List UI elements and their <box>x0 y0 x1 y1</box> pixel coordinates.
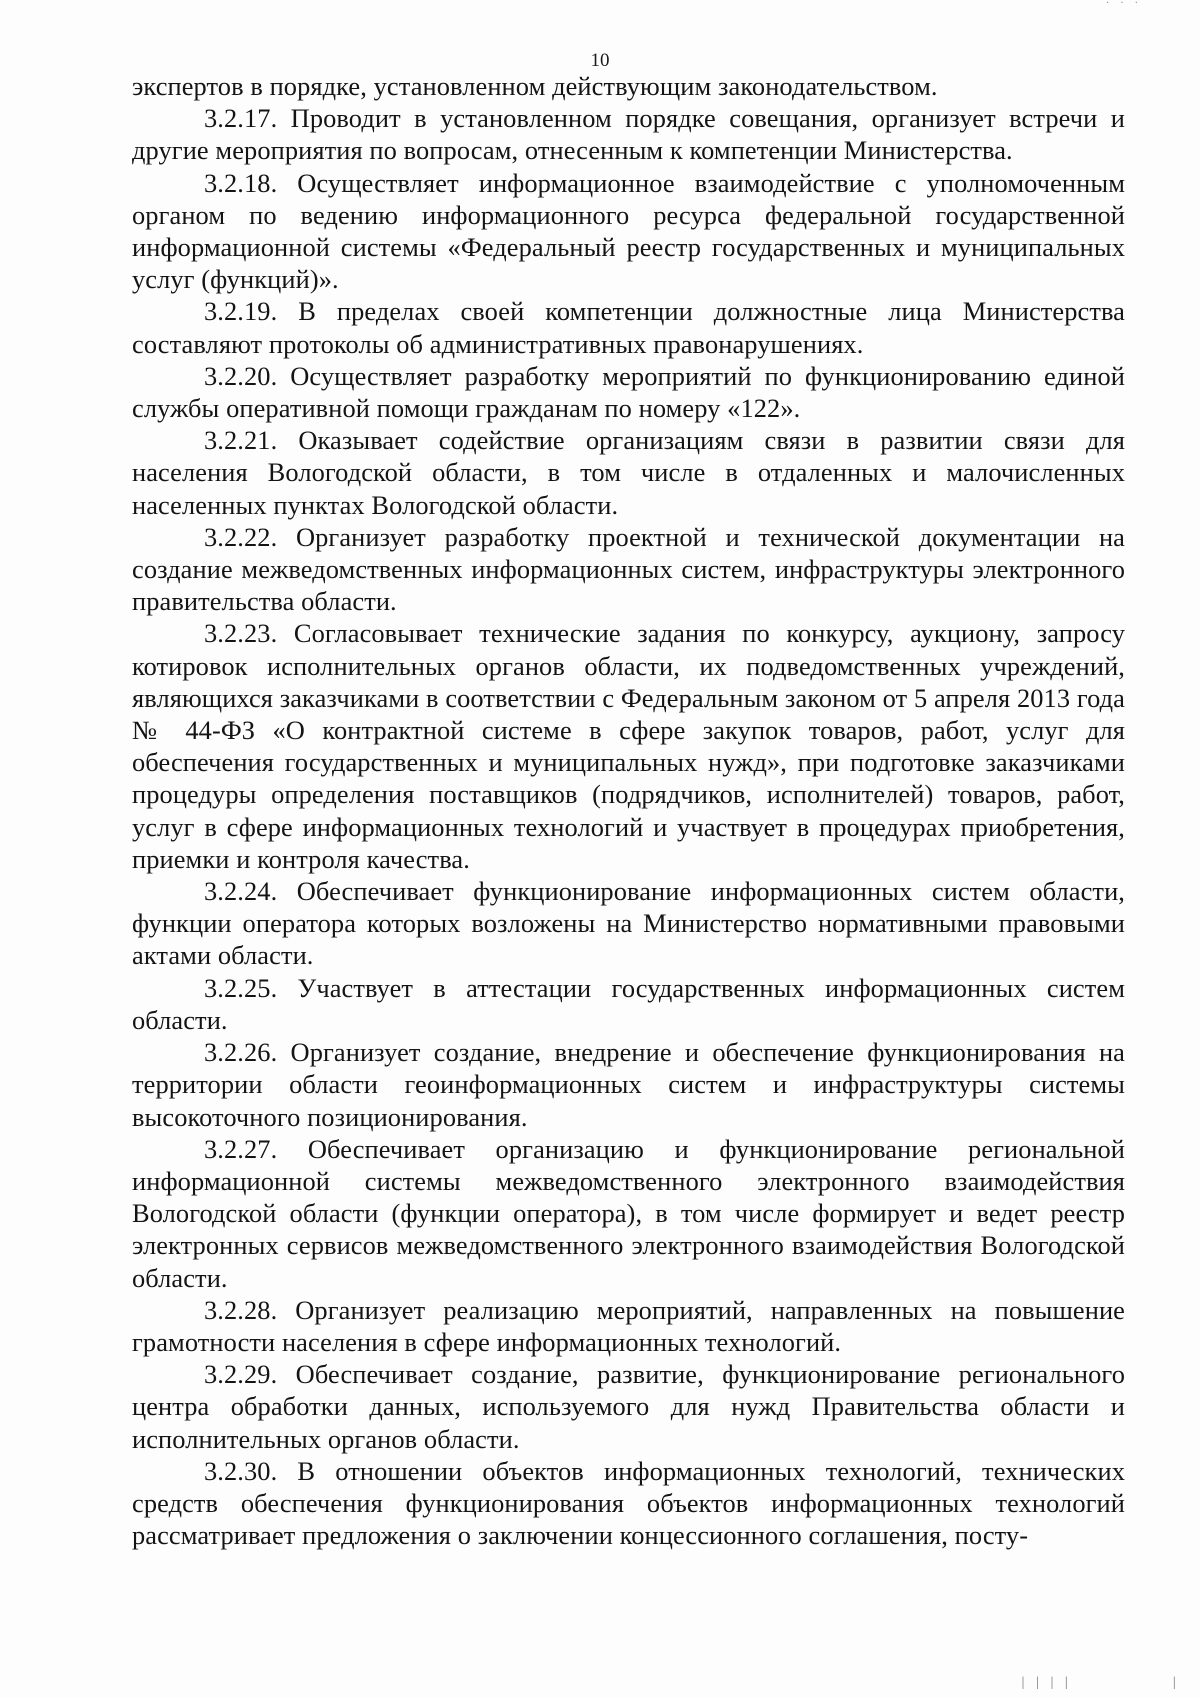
paragraph-3-2-19: 3.2.19. В пределах своей компетенции должностные лица Министерства составляют протоколы об административных правонарушениях. <box>132 296 1125 359</box>
paragraph-3-2-21: 3.2.21. Оказывает содействие организациям связи в развитии связи для населения Вологодской области, в том числе в отдаленных и малочисленных населенных пунктах Вологодской области. <box>132 425 1125 520</box>
paragraph-3-2-25: 3.2.25. Участвует в аттестации государственных информационных систем области. <box>132 972 1125 1035</box>
paragraph-3-2-24: 3.2.24. Обеспечивает функционирование информационных систем области, функции оператора которых возложены на Министерство нормативными правовыми актами области. <box>132 876 1125 971</box>
document-body <box>132 70 1125 1551</box>
paragraph-3-2-27: 3.2.27. Обеспечивает организацию и функционирование региональной информационной системы межведомственного электронного взаимодействия Вологодской области (функции оператора), в том числе формирует и ведет реестр электронных сервисов межведомственного электронного взаимодействия Вологодской области. <box>132 1133 1125 1293</box>
paragraph-3-2-23: 3.2.23. Согласовывает технические задания по конкурсу, аукциону, запросу котировок исполнительных органов области, их подведомственных учреждений, являющихся заказчиками в соответствии с Федеральным законом от 5 апреля 2013 года № 44-ФЗ «О контрактной системе в сфере закупок товаров, работ, услуг для обеспечения государственных и муниципальных нужд», при подготовке заказчиками процедуры определения поставщиков (подрядчиков, исполнителей) товаров, работ, услуг в сфере информационных технологий и участвует в процедурах приобретения, приемки и контроля качества. <box>132 618 1125 874</box>
paragraph-3-2-26: 3.2.26. Организует создание, внедрение и обеспечение функционирования на территории области геоинформационных систем и инфраструктуры системы высокоточного позиционирования. <box>132 1037 1125 1132</box>
paragraph-3-2-30: 3.2.30. В отношении объектов информационных технологий, технических средств обеспечения функционирования объектов информационных технологий рассматривает предложения о заключении концессионного соглашения, посту- <box>132 1455 1125 1551</box>
paragraph-3-2-18: 3.2.18. Осуществляет информационное взаимодействие с уполномоченным органом по ведению информационного ресурса федеральной государственной информационной системы «Федеральный реестр государственных и муниципальных услуг (функций)». <box>132 167 1125 295</box>
paragraph-3-2-17: 3.2.17. Проводит в установленном порядке совещания, организует встречи и другие мероприятия по вопросам, отнесенным к компетенции Министерства. <box>132 103 1125 166</box>
page-number: 10 <box>590 50 610 71</box>
paragraph-3-2-22: 3.2.22. Организует разработку проектной и технической документации на создание межведомственных информационных систем, инфраструктуры электронного правительства области. <box>132 521 1125 617</box>
scan-artifact-top: ˙ ˙ ˙ <box>1103 0 1140 14</box>
paragraph-3-2-28: 3.2.28. Организует реализацию мероприятий, направленных на повышение грамотности населения в сфере информационных технологий. <box>132 1294 1125 1357</box>
scan-artifact-bottom: | | | | <box>1019 1675 1070 1689</box>
scan-artifact-corner: | <box>1170 1675 1178 1689</box>
paragraph-3-2-29: 3.2.29. Обеспечивает создание, развитие, функционирование регионального центра обработки данных, используемого для нужд Правительства области и исполнительных органов области. <box>132 1359 1125 1454</box>
paragraph-3-2-20: 3.2.20. Осуществляет разработку мероприятий по функционированию единой службы оперативной помощи гражданам по номеру «122». <box>132 360 1125 424</box>
paragraph-continuation: экспертов в порядке, установленном действующим законодательством. <box>132 71 938 101</box>
